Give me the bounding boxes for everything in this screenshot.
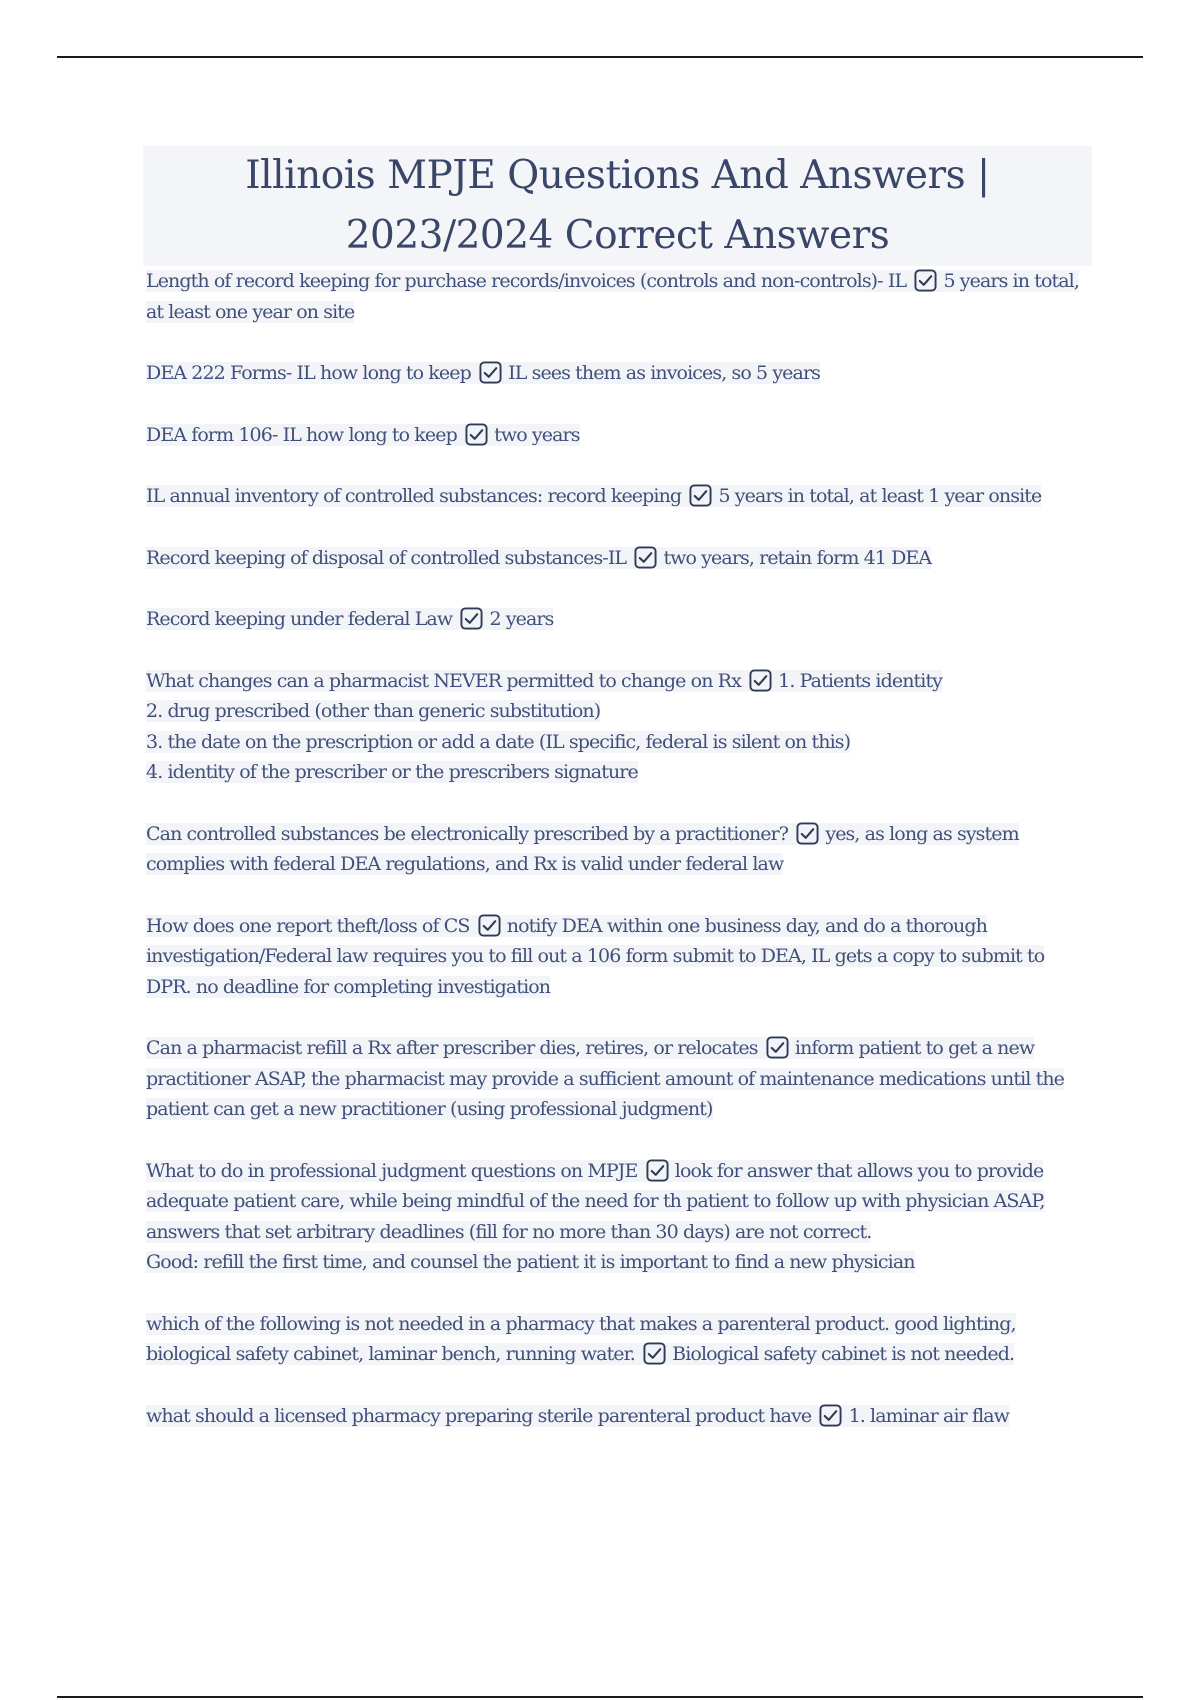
title-line-1: Illinois MPJE Questions And Answers | bbox=[245, 153, 990, 198]
question-text: Record keeping under federal Law bbox=[146, 608, 453, 630]
question-text: Can controlled substances be electronically prescribed by a practitioner? bbox=[146, 822, 789, 845]
document-title bbox=[143, 146, 1092, 266]
answer-line: 4. identity of the prescriber or the prescribers signature bbox=[146, 761, 638, 783]
answer-text: IL sees them as invoices, so 5 years bbox=[508, 362, 820, 384]
qa-item bbox=[146, 1401, 1090, 1432]
qa-highlight bbox=[146, 1313, 1016, 1366]
check-box-icon bbox=[643, 1342, 666, 1365]
answer-text: 5 years in total, at least one year on site bbox=[146, 270, 1079, 323]
check-box-icon bbox=[766, 1036, 789, 1059]
qa-item bbox=[146, 911, 1090, 1003]
qa-item bbox=[146, 1309, 1090, 1370]
qa-item bbox=[146, 420, 1090, 451]
top-rule bbox=[57, 56, 1143, 58]
question-text: What to do in professional judgment questions on MPJE bbox=[146, 1159, 638, 1182]
answer-text: Biological safety cabinet is not needed. bbox=[672, 1343, 1015, 1365]
check-box-icon bbox=[749, 669, 772, 692]
question-text: DEA 222 Forms- IL how long to keep bbox=[146, 362, 471, 384]
qa-item bbox=[146, 666, 1090, 788]
check-box-icon bbox=[478, 914, 501, 937]
answer-text: two years bbox=[494, 423, 580, 446]
qa-highlight bbox=[146, 424, 580, 446]
qa-highlight bbox=[146, 823, 1019, 876]
answer-text: 1. Patients identity bbox=[778, 669, 943, 692]
check-box-icon bbox=[460, 607, 483, 630]
answer-text: look for answer that allows you to provide adequate patient care, while being mindful of the need for th patient to follow up with physician ASAP, answers that set arbitrary deadlines (fill for no more than 30 days) are not correct. bbox=[146, 1159, 1045, 1243]
check-box-icon bbox=[796, 822, 819, 845]
qa-item bbox=[146, 1033, 1090, 1125]
question-text: what should a licensed pharmacy preparing sterile parenteral product have bbox=[146, 1404, 812, 1427]
question-text: Length of record keeping for purchase records/invoices (controls and non-controls)- IL bbox=[146, 270, 907, 292]
check-box-icon bbox=[819, 1404, 842, 1427]
check-box-icon bbox=[914, 269, 937, 292]
qa-highlight bbox=[146, 915, 1044, 998]
qa-highlight bbox=[146, 270, 1079, 323]
answer-text: notify DEA within one business day, and do a thorough investigation/Federal law requires you to fill out a 106 form submit to DEA, IL gets a copy to submit to DPR. no deadline for completing investigation bbox=[146, 914, 1045, 998]
qa-item bbox=[146, 819, 1090, 880]
qa-item bbox=[146, 604, 1090, 635]
qa-item bbox=[146, 481, 1090, 512]
question-text: which of the following is not needed in a pharmacy that makes a parenteral product. good lighting, biological safety cabinet, laminar bench, running water. bbox=[146, 1312, 1016, 1365]
check-box-icon bbox=[465, 423, 488, 446]
qa-highlight bbox=[146, 362, 820, 384]
qa-highlight bbox=[146, 608, 553, 630]
check-box-icon bbox=[689, 484, 712, 507]
qa-highlight bbox=[146, 1037, 1064, 1120]
answer-text: inform patient to get a new practitioner ASAP, the pharmacist may provide a sufficient amount of maintenance medications until the patient can get a new practitioner (using professional judgment) bbox=[146, 1037, 1065, 1120]
qa-list bbox=[146, 266, 1090, 1462]
qa-item bbox=[146, 266, 1090, 327]
qa-highlight bbox=[146, 485, 1041, 507]
question-text: Record keeping of disposal of controlled substances-IL bbox=[146, 546, 627, 569]
qa-item bbox=[146, 1156, 1090, 1278]
answer-text: yes, as long as system complies with federal DEA regulations, and Rx is valid under federal law bbox=[146, 822, 1019, 875]
answer-text: 2 years bbox=[489, 608, 554, 630]
question-text: Can a pharmacist refill a Rx after prescriber dies, retires, or relocates bbox=[146, 1037, 758, 1059]
answer-line: 2. drug prescribed (other than generic substitution) bbox=[146, 700, 601, 722]
qa-item bbox=[146, 358, 1090, 389]
qa-highlight bbox=[146, 547, 931, 569]
answer-text: 5 years in total, at least 1 year onsite bbox=[718, 485, 1042, 507]
check-box-icon bbox=[646, 1159, 669, 1182]
question-text: How does one report theft/loss of CS bbox=[146, 914, 470, 937]
qa-item bbox=[146, 543, 1090, 574]
answer-text: 1. laminar air flaw bbox=[848, 1404, 1010, 1427]
answer-line: Good: refill the first time, and counsel the patient it is important to find a new physician bbox=[146, 1251, 915, 1273]
question-text: DEA form 106- IL how long to keep bbox=[146, 423, 457, 446]
qa-highlight bbox=[146, 670, 942, 692]
title-line-2: 2023/2024 Correct Answers bbox=[345, 213, 890, 258]
answer-text: two years, retain form 41 DEA bbox=[663, 546, 932, 569]
qa-highlight bbox=[146, 1405, 1009, 1427]
question-text: What changes can a pharmacist NEVER permitted to change on Rx bbox=[146, 669, 741, 692]
bottom-rule bbox=[57, 1696, 1143, 1698]
qa-highlight bbox=[146, 1160, 1045, 1243]
answer-line: 3. the date on the prescription or add a date (IL specific, federal is silent on this) bbox=[146, 730, 851, 753]
question-text: IL annual inventory of controlled substances: record keeping bbox=[146, 485, 682, 507]
check-box-icon bbox=[479, 361, 502, 384]
check-box-icon bbox=[634, 546, 657, 569]
